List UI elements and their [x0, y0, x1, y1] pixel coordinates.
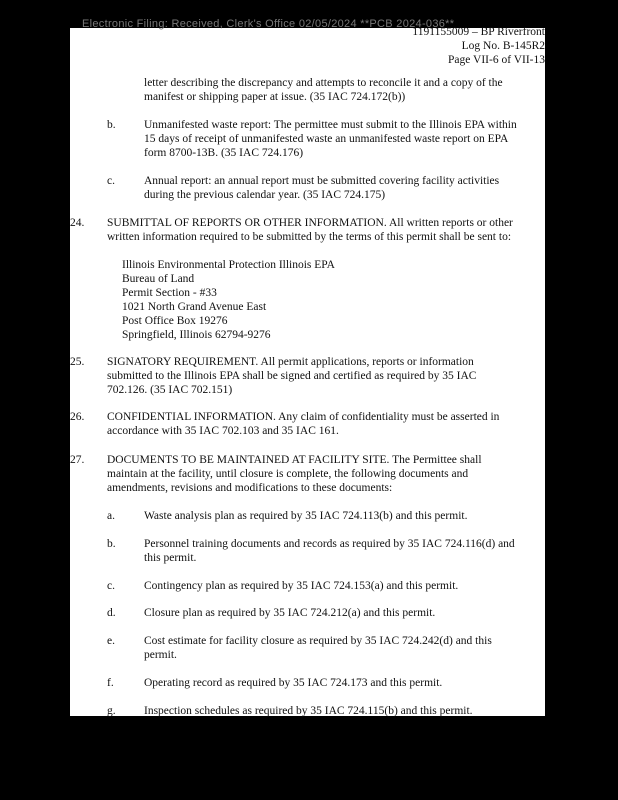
item-c-line-2: during the previous calendar year. (35 IAC 724.175) [144, 189, 386, 201]
item-c-line-1: Annual report: an annual report must be submitted covering facility activities [144, 175, 500, 187]
address-line: 1021 North Grand Avenue East [122, 301, 267, 313]
document-page [70, 28, 545, 716]
header-log-number: Log No. B-145R2 [461, 40, 545, 52]
continued-line-1: letter describing the discrepancy and attempts to reconcile it and a copy of the [144, 77, 503, 89]
section-27-line-3: amendments, revisions and modifications to these documents: [107, 482, 393, 494]
address-line: Springfield, Illinois 62794-9276 [122, 329, 271, 341]
section-25-number: 25. [70, 356, 85, 368]
address-line: Bureau of Land [122, 273, 195, 285]
document-item-text: Operating record as required by 35 IAC 724.173 and this permit. [144, 677, 443, 689]
document-item-letter: g. [107, 705, 116, 717]
document-item-text: Waste analysis plan as required by 35 IAC 724.113(b) and this permit. [144, 510, 468, 522]
section-24-line-1: SUBMITTAL OF REPORTS OR OTHER INFORMATION. All written reports or other [107, 217, 513, 229]
address-line: Post Office Box 19276 [122, 315, 228, 327]
document-item-text: Personnel training documents and records as required by 35 IAC 724.116(d) and [144, 538, 515, 550]
section-27-line-1: DOCUMENTS TO BE MAINTAINED AT FACILITY SITE. The Permittee shall [107, 454, 482, 466]
section-27-number: 27. [70, 454, 85, 466]
document-item-letter: c. [107, 580, 115, 592]
section-27-line-2: maintain at the facility, until closure is complete, the following documents and [107, 468, 469, 480]
document-item-letter: b. [107, 538, 116, 550]
document-item-text: Closure plan as required by 35 IAC 724.212(a) and this permit. [144, 607, 436, 619]
section-26-line-2: accordance with 35 IAC 702.103 and 35 IAC 161. [107, 425, 339, 437]
document-item-text-cont: permit. [144, 649, 177, 661]
section-25-line-1: SIGNATORY REQUIREMENT. All permit applications, reports or information [107, 356, 474, 368]
item-b-line-2: 15 days of receipt of unmanifested waste an unmanifested waste report on EPA [144, 133, 509, 145]
section-25-line-2: submitted to the Illinois EPA shall be signed and certified as required by 35 IAC [107, 370, 477, 382]
section-25-line-3: 702.126. (35 IAC 702.151) [107, 384, 233, 396]
address-line: Permit Section - #33 [122, 287, 217, 299]
document-item-letter: a. [107, 510, 115, 522]
document-item-letter: d. [107, 607, 116, 619]
document-item-text: Cost estimate for facility closure as required by 35 IAC 724.242(d) and this [144, 635, 492, 647]
continued-line-2: manifest or shipping paper at issue. (35 IAC 724.172(b)) [144, 91, 406, 103]
document-item-text: Contingency plan as required by 35 IAC 724.153(a) and this permit. [144, 580, 459, 592]
document-item-letter: e. [107, 635, 115, 647]
header-id-line: 1191155009 – BP Riverfront [412, 26, 545, 38]
document-item-text: Inspection schedules as required by 35 IAC 724.115(b) and this permit. [144, 705, 473, 717]
document-item-letter: f. [107, 677, 114, 689]
section-24-number: 24. [70, 217, 85, 229]
filing-stamp: Electronic Filing: Received, Clerk's Office 02/05/2024 **PCB 2024-036** [82, 18, 455, 30]
item-b-line-3: form 8700-13B. (35 IAC 724.176) [144, 147, 304, 159]
document-item-text-cont: this permit. [144, 552, 197, 564]
item-b-letter: b. [107, 119, 116, 131]
section-26-number: 26. [70, 411, 85, 423]
item-c-letter: c. [107, 175, 115, 187]
item-b-line-1: Unmanifested waste report: The permittee must submit to the Illinois EPA within [144, 119, 517, 131]
section-26-line-1: CONFIDENTIAL INFORMATION. Any claim of confidentiality must be asserted in [107, 411, 500, 423]
header-page-number: Page VII-6 of VII-13 [448, 54, 545, 66]
section-24-line-2: written information required to be submitted by the terms of this permit shall be sent to: [107, 231, 512, 243]
address-line: Illinois Environmental Protection Illinois EPA [122, 259, 335, 271]
